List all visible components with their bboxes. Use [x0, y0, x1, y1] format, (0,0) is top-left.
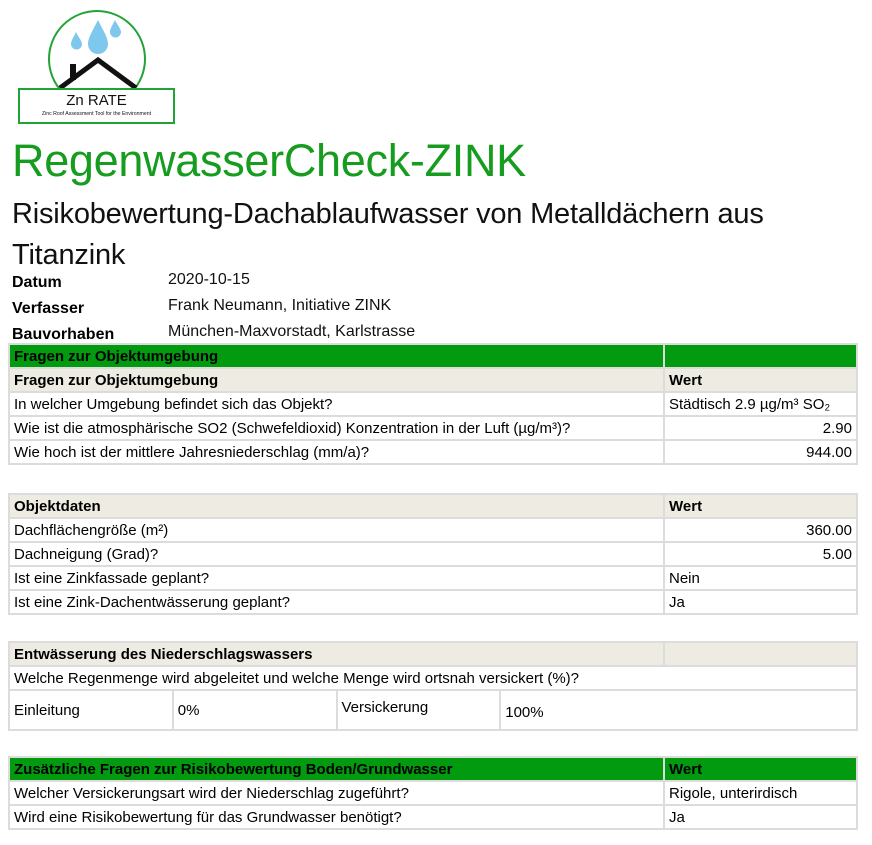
meta-row-verfasser: [12, 296, 612, 322]
table-row: [9, 690, 857, 730]
header-value: Wert: [664, 757, 857, 781]
meta-row-datum: [12, 270, 612, 296]
row-question: Dachflächengröße (m²): [9, 518, 664, 542]
row-question: Ist eine Zinkfassade geplant?: [9, 566, 664, 590]
versickerung-value[interactable]: 100%: [500, 690, 857, 730]
table-row: [9, 392, 857, 416]
row-value-zinkfassade[interactable]: Nein: [664, 566, 857, 590]
row-value-dachneigung[interactable]: 5.00: [664, 542, 857, 566]
logo-subtitle: Zinc Roof Assessment Tool for the Environment: [41, 111, 152, 117]
table-risikobewertung: [8, 756, 858, 830]
table-row: [9, 518, 857, 542]
row-value-dachentwaesserung[interactable]: Ja: [664, 590, 857, 614]
row-question: Ist eine Zink-Dachentwässerung geplant?: [9, 590, 664, 614]
versickerung-label: Versickerung: [337, 690, 501, 730]
row-value-umgebung[interactable]: Städtisch 2.9 µg/m³ SO₂: [664, 392, 857, 416]
header-value: Wert: [664, 494, 857, 518]
row-question: In welcher Umgebung befindet sich das Objekt?: [9, 392, 664, 416]
row-question: Wird eine Risikobewertung für das Grundwasser benötigt?: [9, 805, 664, 829]
table-objektdaten: [8, 493, 858, 615]
water-drop-icon: [48, 8, 148, 92]
table-header: [9, 642, 857, 666]
meta-label: Bauvorhaben: [12, 326, 115, 343]
row-value-so2[interactable]: 2.90: [664, 416, 857, 440]
meta-value: 2020-10-15: [168, 271, 250, 288]
header-question: Fragen zur Objektumgebung: [9, 368, 664, 392]
section-banner: [9, 344, 857, 368]
row-question: Wie hoch ist der mittlere Jahresniederschlag (mm/a)?: [9, 440, 664, 464]
document-meta: [12, 270, 612, 348]
meta-value: München-Maxvorstadt, Karlstrasse: [168, 323, 416, 340]
header-question: Zusätzliche Fragen zur Risikobewertung Boden/Grundwasser: [9, 757, 664, 781]
header-question: Objektdaten: [9, 494, 664, 518]
einleitung-label: Einleitung: [9, 690, 173, 730]
header-value: Wert: [664, 368, 857, 392]
zn-rate-logo: [18, 8, 176, 126]
logo-title: Zn RATE: [66, 92, 127, 109]
banner-empty: [664, 344, 857, 368]
row-question: Welcher Versickerungsart wird der Niederschlag zugeführt?: [9, 781, 664, 805]
row-value-grundwasser[interactable]: Ja: [664, 805, 857, 829]
table-header: [9, 757, 857, 781]
table-row: [9, 666, 857, 690]
table-objektumgebung: [8, 343, 858, 465]
table-row: [9, 440, 857, 464]
table-row: [9, 566, 857, 590]
table-row: [9, 416, 857, 440]
logo-label-box: [18, 88, 175, 124]
row-value-dachflaeche[interactable]: 360.00: [664, 518, 857, 542]
meta-label: Datum: [12, 274, 62, 291]
meta-label: Verfasser: [12, 300, 85, 317]
table-row: [9, 781, 857, 805]
table-row: [9, 590, 857, 614]
table-header: [9, 494, 857, 518]
row-value-niederschlag[interactable]: 944.00: [664, 440, 857, 464]
page-subtitle: Risikobewertung-Dachablaufwasser von Metalldächern aus Titanzink: [12, 198, 764, 271]
row-value-versickerungsart[interactable]: Rigole, unterirdisch: [664, 781, 857, 805]
table-row: [9, 805, 857, 829]
row-question: Dachneigung (Grad)?: [9, 542, 664, 566]
table-header: [9, 368, 857, 392]
row-question: Wie ist die atmosphärische SO2 (Schwefeldioxid) Konzentration in der Luft (µg/m³)?: [9, 416, 664, 440]
meta-value: Frank Neumann, Initiative ZINK: [168, 297, 392, 314]
einleitung-value[interactable]: 0%: [173, 690, 337, 730]
row-question: Welche Regenmenge wird abgeleitet und welche Menge wird ortsnah versickert (%)?: [9, 666, 857, 690]
page-title: RegenwasserCheck-ZINK: [12, 135, 526, 186]
header-question: Entwässerung des Niederschlagswassers: [9, 642, 664, 666]
table-row: [9, 542, 857, 566]
header-empty: [664, 642, 857, 666]
table-entwaesserung: [8, 641, 858, 731]
banner-title: Fragen zur Objektumgebung: [9, 344, 664, 368]
